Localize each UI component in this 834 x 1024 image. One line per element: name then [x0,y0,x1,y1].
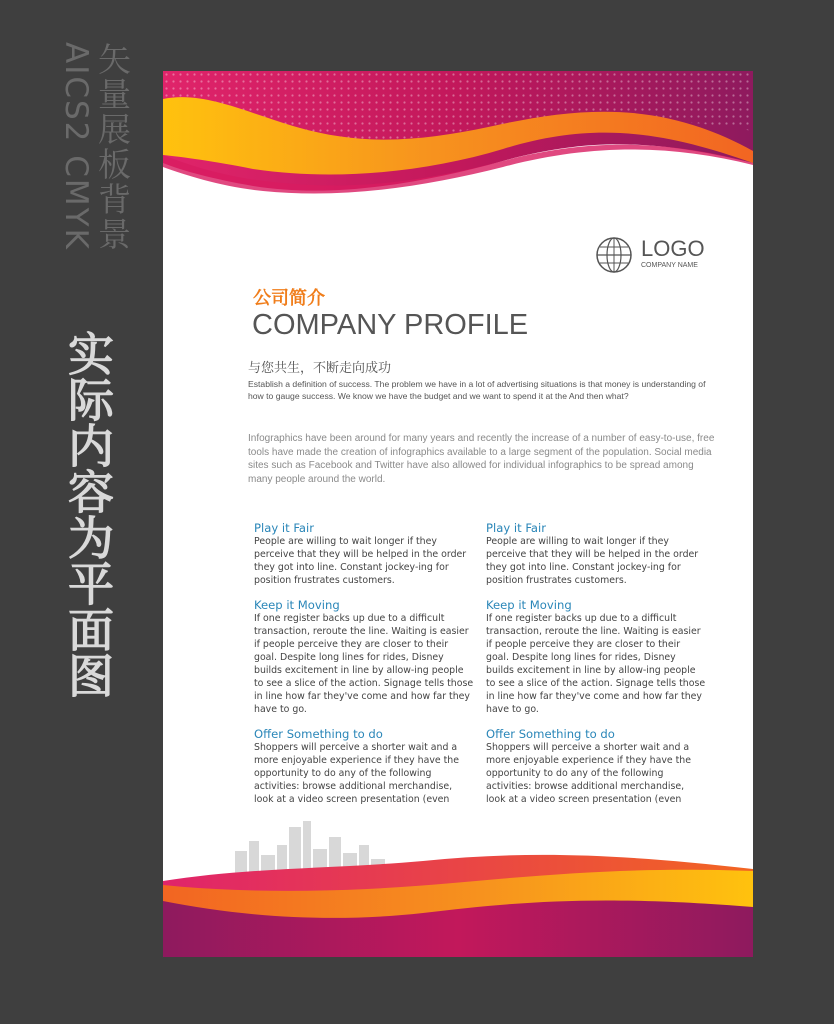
globe-icon [595,236,633,274]
title-cn: 公司简介 [253,288,325,309]
bottom-wave-graphic [163,847,753,957]
side-label-small [58,42,130,252]
content-column-left [254,521,474,817]
top-wave-graphic [163,71,753,211]
section-title: Keep it Moving [254,598,340,612]
intro-paragraph-2: Infographics have been around for many years and recently the increase of a number of easy-to-use, free tools have made the creation of infographics available to a large segment of the population. Social media sites such as Facebook and Twitter have also allowed for individual infographics to be spread among many people around the world. [248,433,715,485]
poster [163,71,753,957]
side-label-big: 实际内容为平面图 [61,330,115,698]
section-body: Shoppers will perceive a shorter wait and a more enjoyable experience if they have the opportunity to do any of the following activities: browse additional merchandise, look at a video screen presentation (even [254,742,460,805]
section-body: If one register backs up due to a difficult transaction, reroute the line. Waiting is easier if people perceive they are closer to their goal. Despite long lines for rides, Disney builds excitement in line by allow-ing people to see a slice of the action. Signage tells those in line how far they've come and how far they have to go. [254,613,474,715]
logo-text: LOGO [641,236,705,261]
section-body: People are willing to wait longer if they perceive that they will be helped in the order they got into line. Constant jockey-ing for position frustrates customers. [254,536,467,586]
intro-paragraph-1: Establish a definition of success. The problem we have in a lot of advertising situations is that money is understanding of how to gauge success. We know we have the budget and we want to spend it at the And then what? [248,379,706,401]
slogan: 与您共生，不断走向成功 [248,361,392,376]
content-column-right [486,521,706,817]
section-title: Play it Fair [486,521,547,535]
section-title: Offer Something to do [254,727,383,741]
section-body: Shoppers will perceive a shorter wait and a more enjoyable experience if they have the opportunity to do any of the following activities: browse additional merchandise, look at a video screen presentation (even [486,742,692,805]
title-en: COMPANY PROFILE [252,309,529,341]
logo [595,236,725,276]
side-label-cn: 矢量展板背景 [93,42,132,252]
section-title: Offer Something to do [486,727,615,741]
section-body: If one register backs up due to a difficult transaction, reroute the line. Waiting is easier if people perceive they are closer to their goal. Despite long lines for rides, Disney builds excitement in line by allow-ing people to see a slice of the action. Signage tells those in line how far they've come and how far they have to go. [486,613,706,715]
section-body: People are willing to wait longer if they perceive that they will be helped in the order they got into line. Constant jockey-ing for position frustrates customers. [486,536,699,586]
section-title: Keep it Moving [486,598,572,612]
company-name: COMPANY NAME [641,262,698,269]
side-label-en: AICS2 CMYK [58,42,94,251]
section-title: Play it Fair [254,521,315,535]
